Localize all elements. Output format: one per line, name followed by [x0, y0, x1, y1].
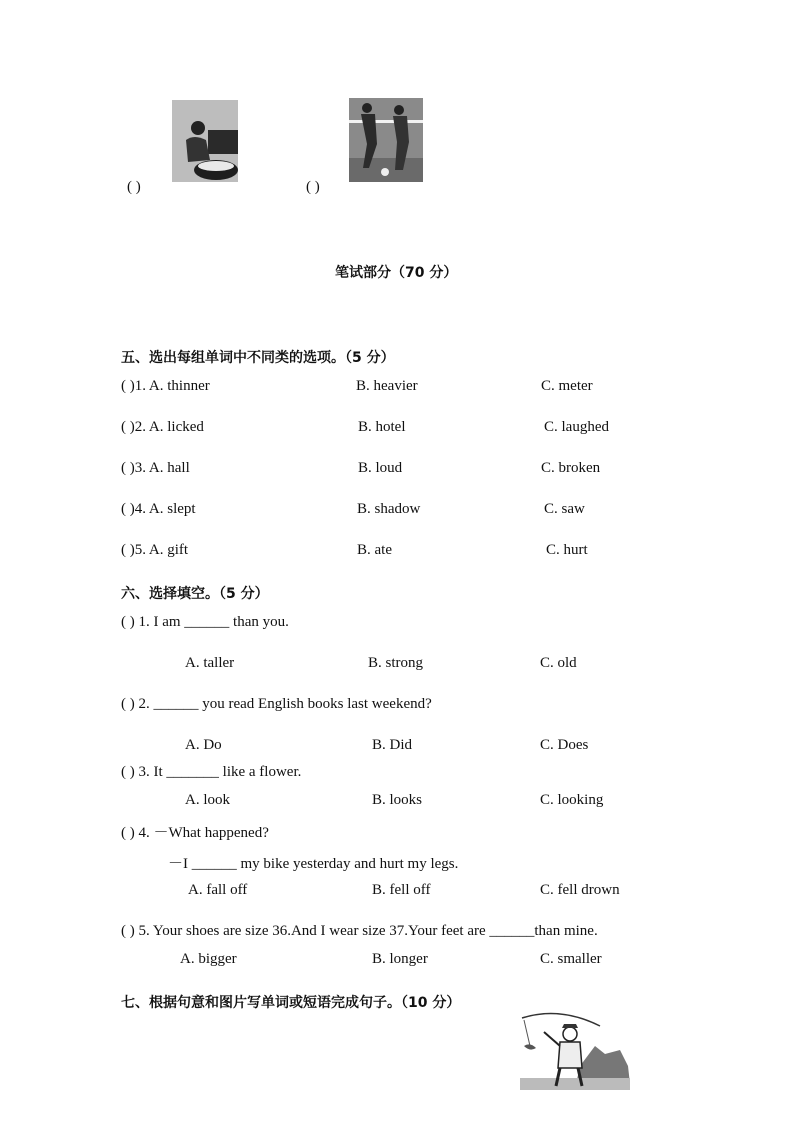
section-7-title: 七、根据句意和图片写单词或短语完成句子。（10 分） [121, 995, 461, 1011]
sec5-q1-option-c[interactable]: C. meter [541, 378, 593, 394]
sec6-q1-option-c[interactable]: C. old [540, 655, 577, 671]
sec5-q2-option-a[interactable]: ( )2. A. licked [121, 419, 204, 435]
sec6-q1-option-a[interactable]: A. taller [185, 655, 235, 671]
section-5-title: 五、选出每组单词中不同类的选项。（5 分） [121, 350, 395, 366]
sec6-q4-stem: ( ) 4. －What happened? [121, 825, 269, 841]
sec5-q3-option-a[interactable]: ( )3. A. hall [121, 460, 190, 476]
sec5-q5-option-b[interactable]: B. ate [357, 542, 392, 558]
sec6-q3-option-b[interactable]: B. looks [372, 792, 423, 808]
sec5-q4-option-c[interactable]: C. saw [544, 501, 585, 517]
sec5-q5-option-c[interactable]: C. hurt [546, 542, 588, 558]
sec5-q1-option-a[interactable]: ( )1. A. thinner [121, 378, 210, 394]
sec6-q4-option-b[interactable]: B. fell off [372, 882, 431, 898]
section-6-title: 六、选择填空。（5 分） [121, 586, 269, 602]
sec6-q5-option-b[interactable]: B. longer [372, 951, 428, 967]
sec5-q5-option-a[interactable]: ( )5. A. gift [121, 542, 189, 558]
sec5-q4-option-b[interactable]: B. shadow [357, 501, 421, 517]
picture-1-answer-paren[interactable]: ( ) [127, 179, 141, 195]
sec6-q5-option-a[interactable]: A. bigger [180, 951, 237, 967]
sec6-q2-option-c[interactable]: C. Does [540, 737, 589, 753]
sec5-q3-option-b[interactable]: B. loud [358, 460, 403, 476]
sec6-q5-stem: ( ) 5. Your shoes are size 36.And I wear size 37.Your feet are ______than mine. [121, 923, 598, 939]
sec5-q4-option-a[interactable]: ( )4. A. slept [121, 501, 196, 517]
sec6-q3-option-a[interactable]: A. look [185, 792, 230, 808]
sec5-q1-option-b[interactable]: B. heavier [356, 378, 418, 394]
sec6-q4-option-c[interactable]: C. fell drown [540, 882, 620, 898]
picture-2-answer-paren[interactable]: ( ) [306, 179, 320, 195]
person-washing-basin-picture [172, 100, 238, 182]
sec6-q5-option-c[interactable]: C. smaller [540, 951, 602, 967]
sec5-q2-option-b[interactable]: B. hotel [358, 419, 406, 435]
man-fishing-picture [520, 1006, 630, 1090]
people-playing-football-picture [349, 98, 423, 182]
sec5-q2-option-c[interactable]: C. laughed [544, 419, 609, 435]
sec6-q4-stem-2: －I ______ my bike yesterday and hurt my legs. [168, 856, 459, 872]
sec6-q3-stem: ( ) 3. It _______ like a flower. [121, 764, 302, 780]
sec6-q2-option-a[interactable]: A. Do [185, 737, 222, 753]
written-part-title: 笔试部分（70 分） [335, 265, 458, 281]
sec6-q1-option-b[interactable]: B. strong [368, 655, 424, 671]
sec6-q2-stem: ( ) 2. ______ you read English books last weekend? [121, 696, 432, 712]
sec6-q1-stem: ( ) 1. I am ______ than you. [121, 614, 289, 630]
sec6-q3-option-c[interactable]: C. looking [540, 792, 604, 808]
sec5-q3-option-c[interactable]: C. broken [541, 460, 601, 476]
sec6-q2-option-b[interactable]: B. Did [372, 737, 413, 753]
sec6-q4-option-a[interactable]: A. fall off [188, 882, 248, 898]
